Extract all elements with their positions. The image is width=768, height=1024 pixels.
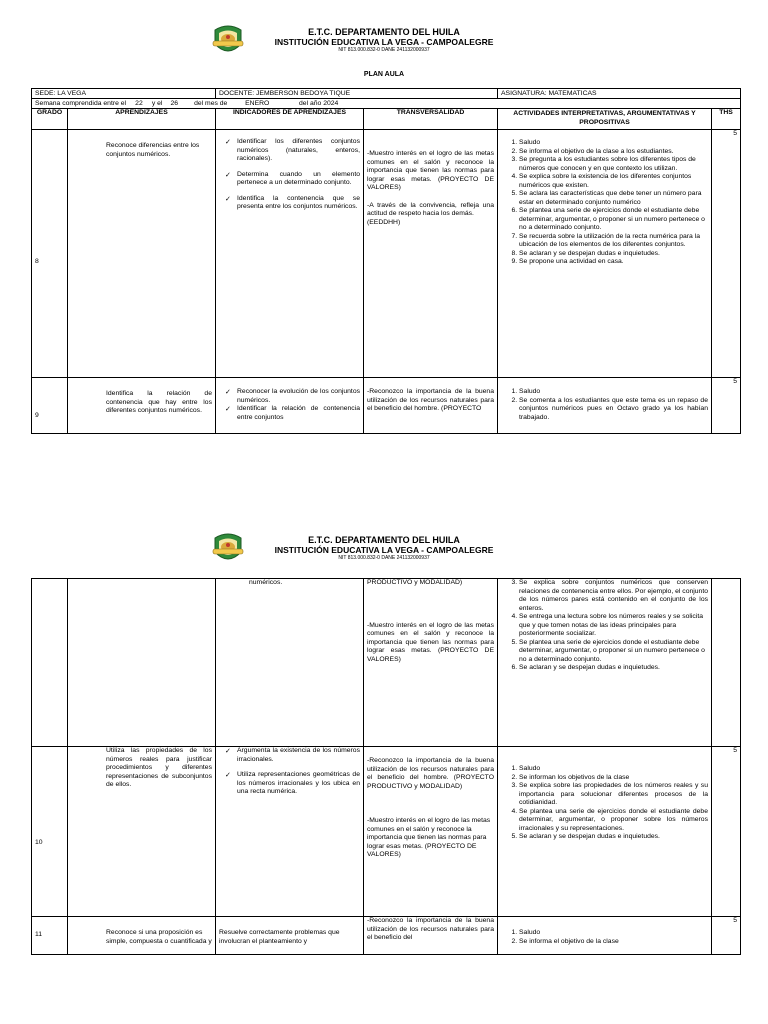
table-row-grado-8 [32, 130, 741, 378]
col-aprendizajes: APRENDIZAJES [68, 109, 216, 130]
col-ths: THS [712, 109, 741, 130]
info-row-2 [32, 99, 741, 109]
asignatura-label: ASIGNATURA: MATEMATICAS [498, 89, 741, 99]
indicador-text: numéricos. [249, 579, 283, 586]
indicadores-cell [216, 130, 364, 378]
header-line-3: NIT 813.000.832-0 DANE 241132000937 [338, 555, 430, 561]
actividad-item: 8. Se aclaran y se despejan dudas e inquietudes. [519, 250, 708, 259]
actividad-item: 6. Se aclaran y se despejan dudas e inquietudes. [519, 664, 708, 673]
page-header [0, 532, 768, 572]
actividad-item: 5. Se aclaran y se despejan dudas e inquietudes. [519, 833, 708, 842]
semana-prefix: Semana comprendida entre el [35, 100, 127, 107]
actividad-item: 1. Saludo [519, 765, 708, 774]
plan-table-page-1 [31, 88, 741, 434]
transversalidad-cell [364, 579, 498, 747]
indicador-item: ✓ Identifica la contenencia que se presenta entre los conjuntos numéricos. [237, 195, 360, 212]
actividades-cell [498, 579, 712, 747]
ths-cell [712, 579, 741, 747]
plan-title: PLAN AULA [363, 71, 405, 78]
actividad-item: 4. Se entrega una lectura sobre los números reales y se solicita que y que tomen notas de las ideas principales para posteriormente socializar. [519, 613, 708, 639]
actividad-item: 6. Se plantea una serie de ejercicios donde el estudiante debe determinar, argumentar, o proponer si un numero pertenece o no a determinado conjunto. [519, 207, 708, 233]
transversalidad-text: -Reconozco la importancia de la buena utilización de los recursos naturales para el beneficio del [367, 917, 494, 941]
actividad-item: 3. Se explica sobre conjuntos numéricos que conserven relaciones de contenencia entre ellos. Por ejemplo, el conjunto de los números pares está contenido en el conjunto de los enteros. [519, 579, 708, 613]
column-header-row [32, 109, 741, 130]
day-to: 26 [170, 100, 179, 107]
transversalidad-text: -Muestro interés en el logro de las metas comunes en el salón y reconoce la importancia que tienen las normas para lograr esas metas. (PROYECTO DE VALORES) [367, 621, 494, 663]
transversalidad-text: -Muestro interés en el logro de las metas comunes en el salón y reconoce la importancia que tienen las normas para lograr esas metas. (PROYECTO DE VALORES) [367, 817, 491, 858]
col-grado: GRADO [32, 109, 68, 130]
actividad-item: 2. Se informan los objetivos de la clase [519, 774, 708, 783]
aprendizaje-cell [68, 917, 216, 955]
actividad-item: 7. Se recuerda sobre la utilización de la recta numérica para la ubicación de los elementos de los diferentes conjuntos. [519, 233, 708, 250]
table-row-grado-9-continued [32, 579, 741, 747]
actividad-item: 2. Se informa el objetivo de la clase [519, 938, 708, 947]
page-2 [0, 500, 768, 1024]
aprendizaje-cell [68, 579, 216, 747]
transversalidad-cell [364, 747, 498, 917]
transversalidad-cell [364, 130, 498, 378]
transversalidad-cell [364, 378, 498, 434]
indicador-text: Resuelve correctamente problemas que involucran el planteamiento y [219, 929, 340, 945]
actividad-item: 2. Se comenta a los estudiantes que este tema es un repaso de conjuntos numéricos pues en Octavo grado ya los habían trabajado. [519, 397, 708, 423]
page-1 [0, 0, 768, 500]
indicador-item: ✓ Argumenta la existencia de los números irracionales. [237, 747, 360, 764]
indicador-item: ✓ Identificar los diferentes conjuntos numéricos (naturales, enteros, racionales). [237, 138, 360, 164]
ths-cell: 5 [712, 747, 741, 917]
aprendizaje-cell [68, 130, 216, 378]
actividades-cell [498, 917, 712, 955]
actividad-item: 5. Se plantea una serie de ejercicios donde el estudiante debe determinar, argumentar, o proponer si un numero pertenece o no a determinado conjunto. [519, 639, 708, 665]
semana-cell [32, 99, 741, 109]
ths-cell: 5 [712, 917, 741, 955]
grado-cell: 8 [32, 130, 68, 378]
sede-label: SEDE: LA VEGA [32, 89, 216, 99]
actividad-item: 1. Saludo [519, 139, 708, 148]
aprendizaje-text: Utiliza las propiedades de los números reales para justificar procedimientos y diferentes representaciones de subconjuntos de ellos. [106, 747, 212, 788]
page-header [0, 24, 768, 64]
header-line-1: E.T.C. DEPARTAMENTO DEL HUILA [308, 27, 460, 37]
indicador-item: ✓ Identificar la relación de contenencia entre conjuntos [237, 405, 360, 422]
transversalidad-text: -Reconozco la importancia de la buena utilización de los recursos naturales para el beneficio del hombre. (PROYECTO PRODUCTIVO y MODALIDAD) [367, 757, 494, 790]
indicadores-cell [216, 747, 364, 917]
indicadores-cell [216, 917, 364, 955]
actividad-item: 2. Se informa el objetivo de la clase a los estudiantes. [519, 148, 708, 157]
indicador-item: ✓ Determina cuando un elemento pertenece a un determinado conjunto. [237, 171, 360, 188]
aprendizaje-text: Reconoce si una proposición es simple, compuesta o cuantificada y [106, 929, 212, 945]
day-from: 22 [135, 100, 143, 107]
indicadores-cell [216, 378, 364, 434]
transversalidad-text: -Reconozco la importancia de la buena utilización de los recursos naturales para el beneficio del hombre. (PROYECTO [367, 388, 494, 412]
info-row-1 [32, 89, 741, 99]
transversalidad-text: PRODUCTIVO y MODALIDAD) [367, 579, 463, 586]
grado-cell [32, 579, 68, 747]
indicadores-cell [216, 579, 364, 747]
indicador-item: ✓ Utiliza representaciones geométricas de los números irracionales y los ubica en una recta numérica. [237, 771, 360, 797]
school-crest-icon [212, 532, 244, 566]
col-transversalidad: TRANSVERSALIDAD [364, 109, 498, 130]
actividad-item: 3. Se pregunta a los estudiantes sobre los diferentes tipos de números que conocen y en que contexto los utilizan. [519, 156, 708, 173]
actividad-item: 9. Se propone una actividad en casa. [519, 258, 708, 267]
actividad-item: 5. Se aclara las características que debe tener un número para estar en determinado conjunto numérico [519, 190, 708, 207]
actividad-item: 3. Se explica sobre las propiedades de los números reales y su importancia para solucionar diferentes procesos de la cotidianidad. [519, 782, 708, 808]
aprendizaje-cell [68, 747, 216, 917]
ths-cell: 5 [712, 378, 741, 434]
aprendizaje-text: Identifica la relación de contenencia que hay entre los diferentes conjuntos numéricos. [106, 390, 212, 414]
header-line-2: INSTITUCIÓN EDUCATIVA LA VEGA - CAMPOALEGRE [274, 37, 494, 47]
actividades-cell [498, 130, 712, 378]
month-label: del mes de [194, 100, 228, 107]
and-label: y el [151, 100, 163, 107]
actividad-item: 1. Saludo [519, 929, 708, 938]
transversalidad-text: (EEDDHH) [367, 218, 401, 226]
actividades-cell [498, 747, 712, 917]
transversalidad-text: -A través de la convivencia, refleja una actitud de respeto hacia los demás. [367, 201, 494, 217]
ths-cell: 5 [712, 130, 741, 378]
col-indicadores: INDICADORES DE APRENDIZAJES [216, 109, 364, 130]
aprendizaje-text: Reconoce diferencias entre los conjuntos numéricos. [106, 142, 200, 158]
actividad-item: 1. Saludo [519, 388, 708, 397]
actividades-cell [498, 378, 712, 434]
school-crest-icon [212, 24, 244, 58]
plan-table-page-2 [31, 578, 741, 955]
actividad-item: 4. Se explica sobre la existencia de los diferentes conjuntos numéricos que existen. [519, 173, 708, 190]
header-line-2: INSTITUCIÓN EDUCATIVA LA VEGA - CAMPOALEGRE [274, 545, 494, 555]
month-value: ENERO [245, 100, 270, 107]
actividad-item: 4. Se plantea una serie de ejercicios donde el estudiante debe determinar, argumentar, o proponer sobre los números irracionales y su representaciones. [519, 808, 708, 834]
aprendizaje-cell [68, 378, 216, 434]
grado-cell: 11 [32, 917, 68, 955]
table-row-grado-9 [32, 378, 741, 434]
table-row-grado-11 [32, 917, 741, 955]
col-actividades: ACTIVIDADES INTERPRETATIVAS, ARGUMENTATIVAS Y PROPOSITIVAS [498, 109, 712, 130]
transversalidad-cell [364, 917, 498, 955]
table-row-grado-10 [32, 747, 741, 917]
transversalidad-text: -Muestro interés en el logro de las metas comunes en el salón y reconoce la importancia que tienen las normas para lograr esas metas. (PROYECTO DE VALORES) [367, 150, 494, 191]
grado-cell: 9 [32, 378, 68, 434]
indicador-item: ✓ Reconocer la evolución de los conjuntos numéricos. [237, 388, 360, 405]
header-line-3: NIT 813.000.832-0 DANE 241132000937 [338, 47, 430, 53]
docente-label: DOCENTE: JEMBERSON BEDOYA TIQUE [216, 89, 498, 99]
year-label: del año 2024 [299, 100, 339, 107]
header-line-1: E.T.C. DEPARTAMENTO DEL HUILA [308, 535, 460, 545]
grado-cell: 10 [32, 747, 68, 917]
